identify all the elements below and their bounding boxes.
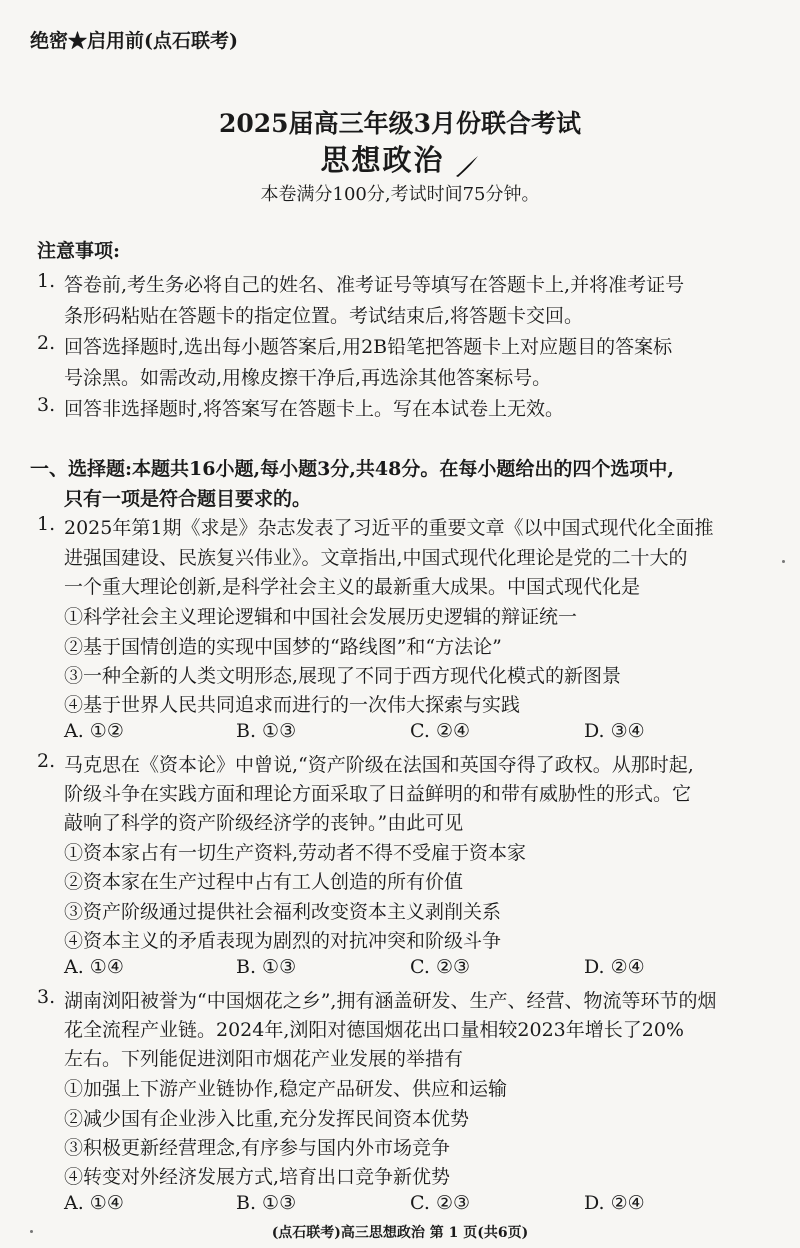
- notice-item-num: 2.: [37, 332, 56, 354]
- exam-title: 2025届高三年级3月份联合考试: [219, 109, 581, 138]
- question-statement: ②减少国有企业涉入比重,充分发挥民间资本优势: [64, 1108, 470, 1130]
- option-c: C. ②④: [410, 720, 471, 742]
- question-statement: ②基于国情创造的实现中国梦的“路线图”和“方法论”: [64, 636, 502, 658]
- question-statement: ④基于世界人民共同追求而进行的一次伟大探索与实践: [64, 694, 521, 716]
- pen-stroke-icon: [454, 154, 480, 178]
- question-stem-line: 花全流程产业链。2024年,浏阳对德国烟花出口量相较2023年增长了20%: [64, 1019, 684, 1041]
- option-c: C. ②③: [410, 1192, 471, 1214]
- question-number: 3.: [37, 986, 56, 1008]
- question-statement: ①科学社会主义理论逻辑和中国社会发展历史逻辑的辩证统一: [64, 606, 578, 628]
- notice-item-line: 答卷前,考生务必将自己的姓名、准考证号等填写在答题卡上,并将准考证号: [64, 274, 685, 296]
- subject-title: 思想政治: [320, 143, 445, 177]
- section-heading-line: 只有一项是符合题目要求的。: [64, 488, 312, 510]
- question-stem-line: 马克思在《资本论》中曾说,“资产阶级在法国和英国夺得了政权。从那时起,: [64, 754, 694, 776]
- option-b: B. ①③: [236, 956, 297, 978]
- question-statement: ③资产阶级通过提供社会福利改变资本主义剥削关系: [64, 901, 502, 923]
- question-stem-line: 进强国建设、民族复兴伟业》。文章指出,中国式现代化理论是党的二十大的: [64, 547, 688, 569]
- notice-heading: 注意事项:: [37, 240, 121, 262]
- score-info: 本卷满分100分,考试时间75分钟。: [260, 184, 540, 205]
- subject-title-row: [0, 138, 800, 179]
- question-statement: ④资本主义的矛盾表现为剧烈的对抗冲突和阶级斗争: [64, 930, 502, 952]
- question-statement: ②资本家在生产过程中占有工人创造的所有价值: [64, 871, 464, 893]
- secret-label: 绝密★启用前(点石联考): [30, 30, 238, 52]
- question-statement: ④转变对外经济发展方式,培育出口竞争新优势: [64, 1166, 451, 1188]
- question-stem-line: 湖南浏阳被誉为“中国烟花之乡”,拥有涵盖研发、生产、经营、物流等环节的烟: [64, 990, 717, 1012]
- question-number: 1.: [37, 513, 56, 535]
- scan-speck: [30, 1230, 33, 1233]
- section-heading-line: 一、选择题:本题共16小题,每小题3分,共48分。在每小题给出的四个选项中,: [30, 458, 674, 480]
- option-c: C. ②③: [410, 956, 471, 978]
- question-statement: ③一种全新的人类文明形态,展现了不同于西方现代化模式的新图景: [64, 665, 622, 687]
- option-d: D. ②④: [584, 1192, 645, 1214]
- question-stem-line: 敲响了科学的资产阶级经济学的丧钟。”由此可见: [64, 812, 464, 834]
- notice-item-line: 回答选择题时,选出每小题答案后,用2B铅笔把答题卡上对应题目的答案标: [64, 336, 673, 358]
- scan-speck: [782, 560, 785, 563]
- question-stem-line: 左右。下列能促进浏阳市烟花产业发展的举措有: [64, 1048, 464, 1070]
- question-statement: ①资本家占有一切生产资料,劳动者不得不受雇于资本家: [64, 842, 527, 864]
- option-b: B. ①③: [236, 720, 297, 742]
- question-statement: ①加强上下游产业链协作,稳定产品研发、供应和运输: [64, 1078, 508, 1100]
- notice-item-line: 回答非选择题时,将答案写在答题卡上。写在本试卷上无效。: [64, 398, 565, 420]
- option-a: A. ①④: [64, 956, 124, 978]
- question-stem-line: 阶级斗争在实践方面和理论方面采取了日益鲜明的和带有威胁性的形式。它: [64, 783, 692, 805]
- notice-item-num: 1.: [37, 270, 56, 292]
- option-d: D. ③④: [584, 720, 645, 742]
- question-stem-line: 一个重大理论创新,是科学社会主义的最新重大成果。中国式现代化是: [64, 576, 641, 598]
- question-statement: ③积极更新经营理念,有序参与国内外市场竞争: [64, 1137, 451, 1159]
- option-a: A. ①②: [64, 720, 124, 742]
- question-stem-line: 2025年第1期《求是》杂志发表了习近平的重要文章《以中国式现代化全面推: [64, 517, 714, 539]
- notice-item-num: 3.: [37, 394, 56, 416]
- option-a: A. ①④: [64, 1192, 124, 1214]
- page-footer: (点石联考)高三思想政治 第 1 页(共6页): [271, 1225, 529, 1241]
- notice-item-line: 号涂黑。如需改动,用橡皮擦干净后,再选涂其他答案标号。: [64, 367, 552, 389]
- option-b: B. ①③: [236, 1192, 297, 1214]
- option-d: D. ②④: [584, 956, 645, 978]
- question-number: 2.: [37, 750, 56, 772]
- notice-item-line: 条形码粘贴在答题卡的指定位置。考试结束后,将答题卡交回。: [64, 305, 584, 327]
